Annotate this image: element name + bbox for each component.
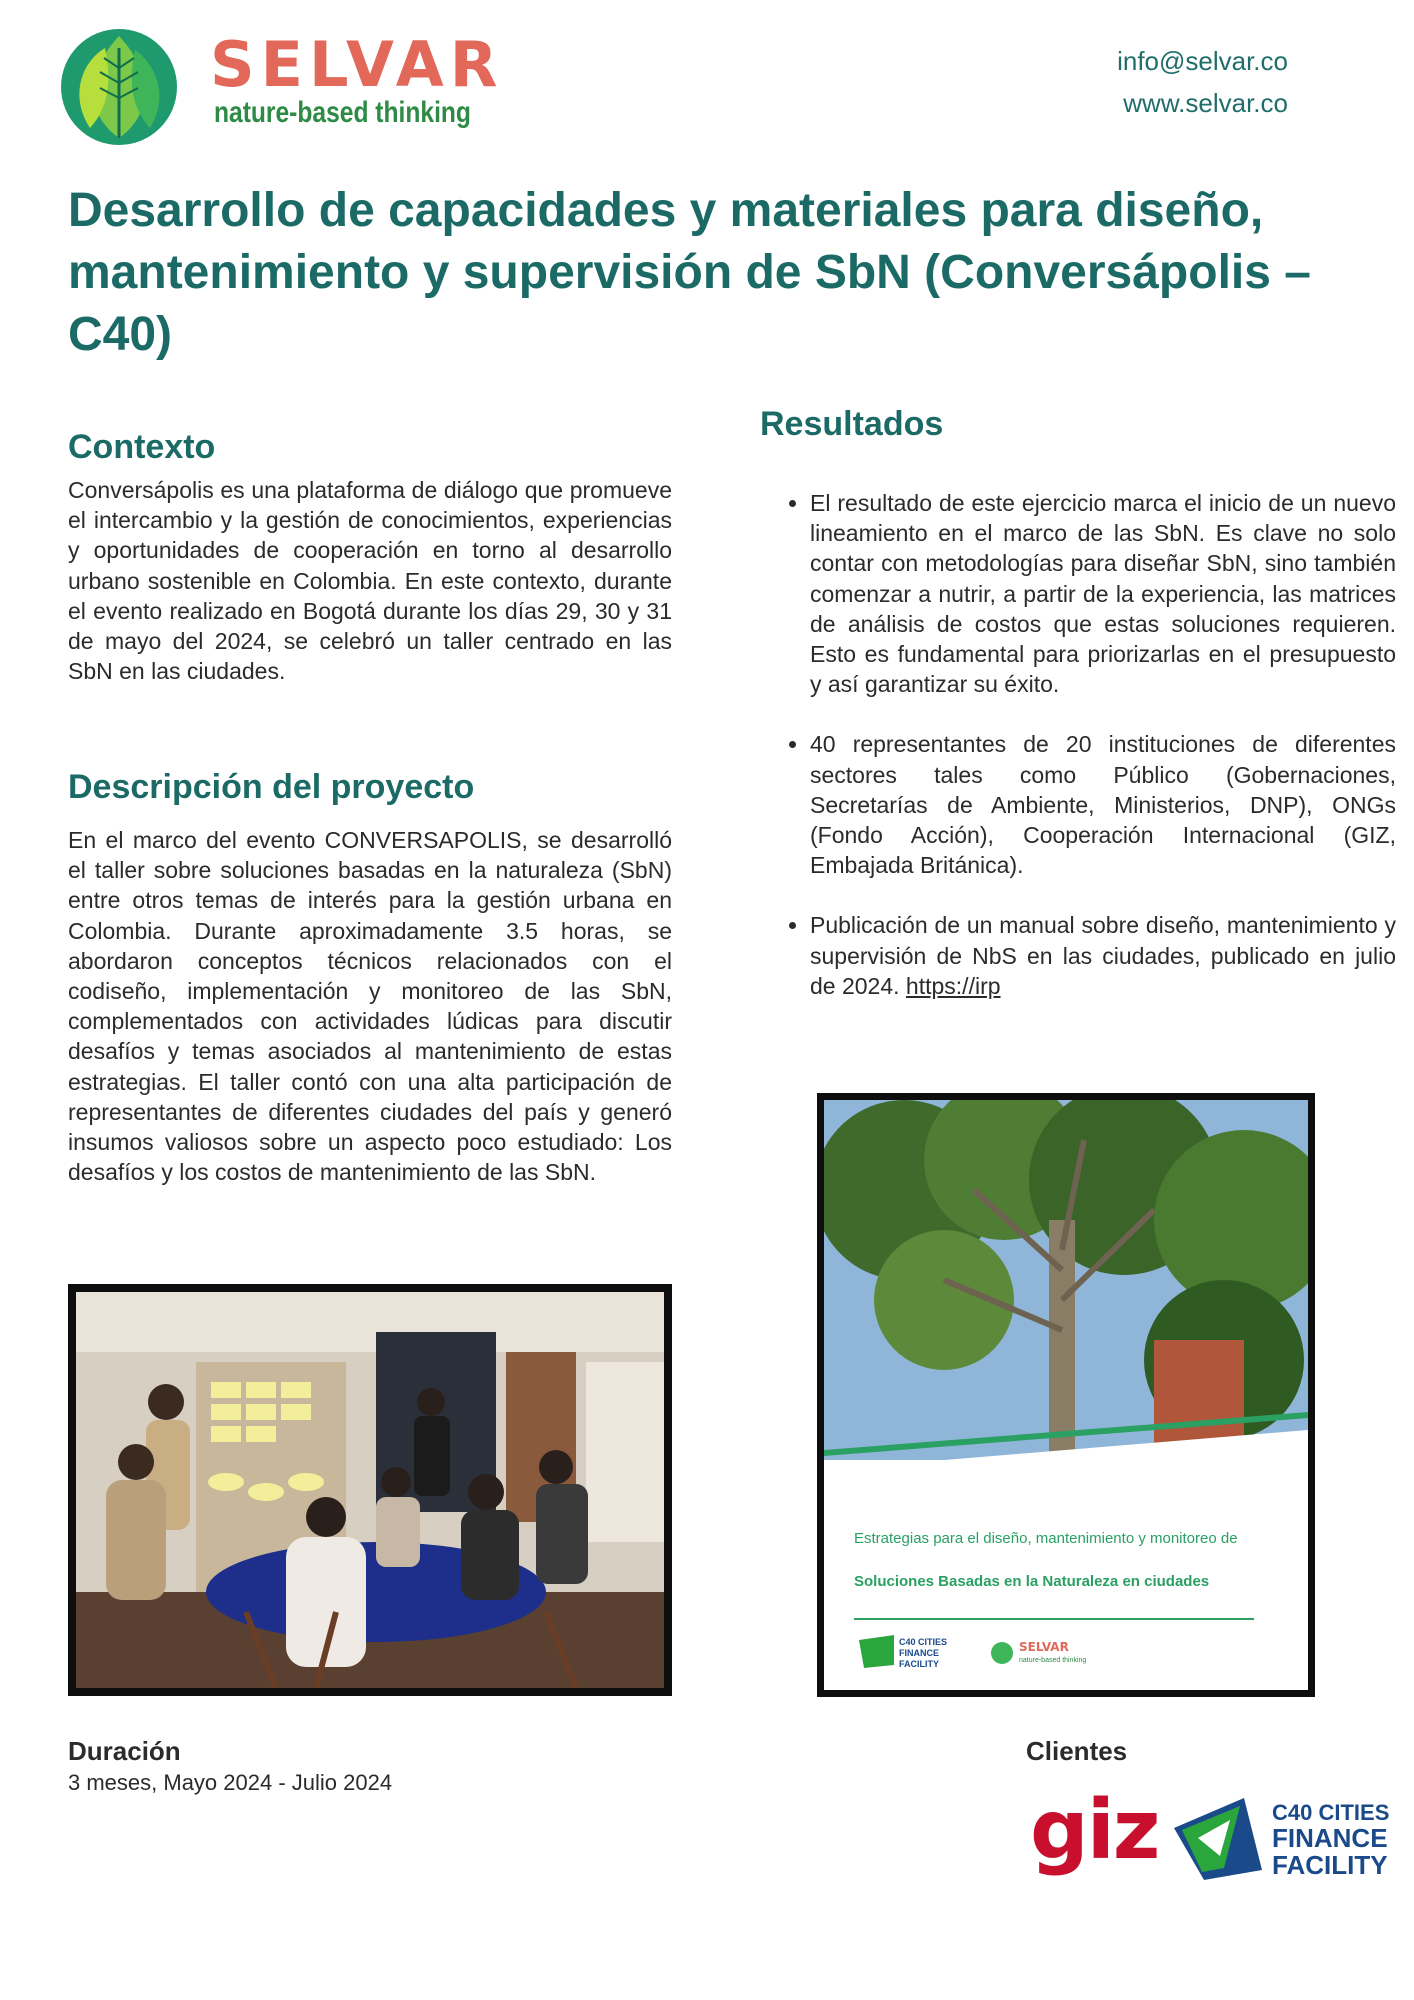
result-item [810,729,1396,880]
description-text: En el marco del evento CONVERSAPOLIS, se desarrolló el taller sobre soluciones basadas en la naturaleza (SbN) entre otros temas de interés para la gestión urbana en Colombia. Durante aproximadamente 3.5 horas, se abordaron conceptos técnicos relacionados con el codiseño, implementación y monitoreo de las SbN, complementados con actividades lúdicas para discutir desafíos y temas asociados al mantenimiento de estas estrategias. El taller contó con una alta participación de representantes de diferentes ciudades del país y generó insumos valiosos sobre un aspecto poco estudiado: Los desafíos y los costos de mantenimiento de las SbN. [68,827,672,1186]
description-heading: Descripción del proyecto [68,768,475,806]
context-text: Conversápolis es una plataforma de diálogo que promueve el intercambio y la gestión de conocimientos, experiencias y oportunidades de cooperación en torno al desarrollo urbano sostenible en Colombia. En este contexto, durante el evento realizado en Bogotá durante los días 29, 30 y 31 de mayo del 2024, se celebró un taller centrado en las SbN en las ciudades. [68,477,672,685]
cover-logo2-name: SELVAR [1019,1640,1069,1654]
clients-label: Clientes [1026,1736,1128,1766]
manual-link[interactable]: https://irp [905,972,1001,999]
contact-block [1117,40,1288,124]
result-text: El resultado de este ejercicio marca el inicio de un nuevo lineamiento en el marco de las SbN. Es clave no solo contar con metodologías para diseñar SbN, sino también comenzar a nutrir, a partir de la experiencia, las matrices de análisis de costos que estas soluciones requieren. Esto es fundamental para priorizarlas en el presupuesto y así garantizar su éxito. [810,490,1396,698]
c40-logo-text [1272,1800,1389,1879]
result-text: Publicación de un manual sobre diseño, mantenimiento y supervisión de NbS en las ciudades, publicado en julio de 2024. [810,912,1396,999]
email-link[interactable]: info@selvar.co [1117,46,1288,76]
workshop-photo [68,1284,672,1696]
cover-logo1-line: FINANCE [899,1648,939,1658]
svg-text:Estrategias para el diseño, ma [854,1530,1238,1547]
c40-small-icon [859,1635,894,1668]
svg-text:C40 CITIES [899,1637,947,1647]
results-list [770,488,1396,1031]
duration-label: Duración [68,1736,181,1766]
c40-logo-icon [1174,1798,1262,1880]
brand-tagline: nature-based thinking [214,96,471,129]
svg-text:FACILITY [899,1659,939,1669]
manual-cover-image [817,1093,1315,1697]
selvar-leaf-logo [60,28,178,146]
workshop-photo-illustration [76,1292,664,1688]
result-item [810,488,1396,699]
cover-logo1-line: C40 CITIES [899,1637,948,1647]
c40-line: C40 CITIES [1272,1800,1390,1825]
svg-text:Soluciones Basadas en la Natur [854,1573,1209,1590]
svg-text:SELVAR [1019,1640,1069,1654]
selvar-small-icon [991,1642,1013,1664]
c40-line: FACILITY [1272,1850,1388,1880]
cover-logo2-tag: nature-based thinking [1019,1657,1087,1664]
manual-cover-illustration [824,1100,1308,1690]
c40-line: FINANCE [1272,1823,1388,1853]
svg-text:FINANCE [899,1648,939,1658]
cover-title-plain: Estrategias para el diseño, mantenimiento y monitoreo de [854,1530,1238,1547]
brand-name: SELVAR [210,28,504,101]
giz-logo: giz [1030,1783,1159,1878]
cover-title-bold: Soluciones Basadas en la Naturaleza en ciudades [854,1573,1210,1590]
cover-logo1-line: FACILITY [899,1659,939,1669]
svg-text:nature-based thinking [1019,1657,1086,1664]
context-heading: Contexto [68,428,216,466]
website-link[interactable]: www.selvar.co [1123,88,1288,118]
page-title: Desarrollo de capacidades y materiales para diseño, mantenimiento y supervisión de SbN (Conversápolis – C40) [68,184,1311,361]
result-item [810,910,1396,1001]
duration-value: 3 meses, Mayo 2024 - Julio 2024 [68,1770,393,1795]
results-heading: Resultados [760,405,944,443]
result-text: 40 representantes de 20 instituciones de diferentes sectores tales como Público (Gobernaciones, Secretarías de Ambiente, Ministerios, DNP), ONGs (Fondo Acción), Cooperación Internacional (GIZ, Embajada Británica). [810,731,1396,879]
